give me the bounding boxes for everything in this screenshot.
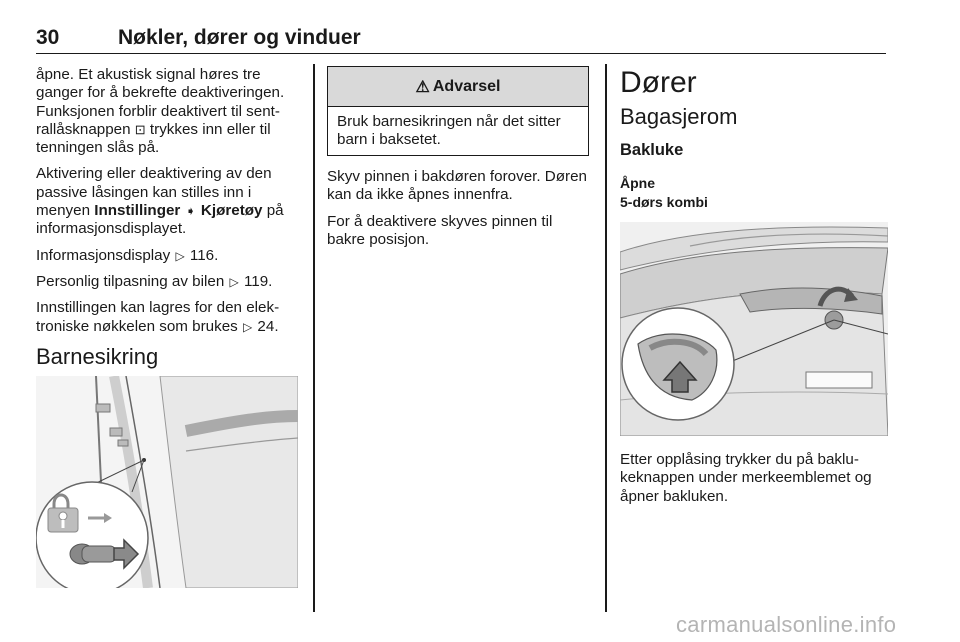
- reference-informasjonsdisplay: Informasjonsdisplay ▷ 116.: [36, 246, 219, 264]
- paragraph-deactivate-pin: For å deaktivere skyves pinnen til bakre posisjon.: [327, 212, 553, 248]
- tailgate-drawing: [620, 222, 888, 436]
- heading-apne: Åpne: [620, 175, 655, 191]
- page-header: [36, 22, 886, 54]
- warning-header: [328, 67, 588, 107]
- warning-text: Bruk barnesikringen når det sitter barn i baksetet.: [337, 113, 561, 149]
- watermark: carmanualsonline.info: [676, 612, 897, 637]
- page-ref-arrow-icon: ▷: [175, 248, 185, 263]
- child-lock-drawing: [36, 376, 298, 588]
- heading-bagasjerom: Bagasjerom: [620, 104, 738, 129]
- paragraph-setting-saved: Innstillingen kan lagres for den elektroniske nøkkelen som brukes ▷ 24.: [36, 299, 280, 335]
- page-ref-arrow-icon: ▷: [229, 274, 239, 289]
- warning-box: [327, 66, 589, 156]
- middle-column: [327, 168, 589, 257]
- column-divider-left: [313, 64, 315, 612]
- tailgate-illustration: [620, 222, 888, 436]
- paragraph-passive-lock-deactivated: åpne. Et akustisk signal høres tre ganger for å bekrefte deaktiveringen. Funksjonen forblir deaktivert til sentrallåsknappen ⊡ trykkes inn eller til tenningen slås på.: [36, 66, 285, 157]
- page-ref-arrow-icon: ▷: [242, 319, 253, 334]
- menu-arrow-icon: ➧: [185, 204, 196, 219]
- reference-personlig-tilpasning: Personlig tilpasning av bilen ▷ 119.: [36, 272, 273, 290]
- page-number: 30: [36, 26, 60, 49]
- heading-dorer: Dører: [620, 66, 697, 99]
- heading-bakluke: Bakluke: [620, 141, 684, 159]
- warning-triangle-icon: ⚠: [415, 78, 430, 96]
- child-lock-illustration: [36, 376, 298, 588]
- warning-title: Advarsel: [432, 77, 501, 95]
- paragraph-passive-lock-settings: Aktivering eller deaktivering av den passive låsingen kan stilles inn i menyen Innstillinger ➧ Kjøretøy på informasjonsdisplayet.: [36, 165, 284, 238]
- left-column: [36, 66, 302, 344]
- heading-5-dors-kombi: 5-dørs kombi: [620, 194, 708, 210]
- heading-barnesikring: Barnesikring: [36, 344, 159, 369]
- paragraph-push-pin-forward: Skyv pinnen i bakdøren forover. Døren kan da ikke åpnes innenfra.: [327, 168, 587, 204]
- paragraph-open-tailgate: Etter opplåsing trykker du på baklukeknappen under merkeemblemet og åpner bakluken.: [620, 451, 872, 505]
- column-divider-right: [605, 64, 607, 612]
- chapter-title: Nøkler, dører og vinduer: [118, 26, 361, 49]
- lock-icon: ⊡: [134, 121, 146, 137]
